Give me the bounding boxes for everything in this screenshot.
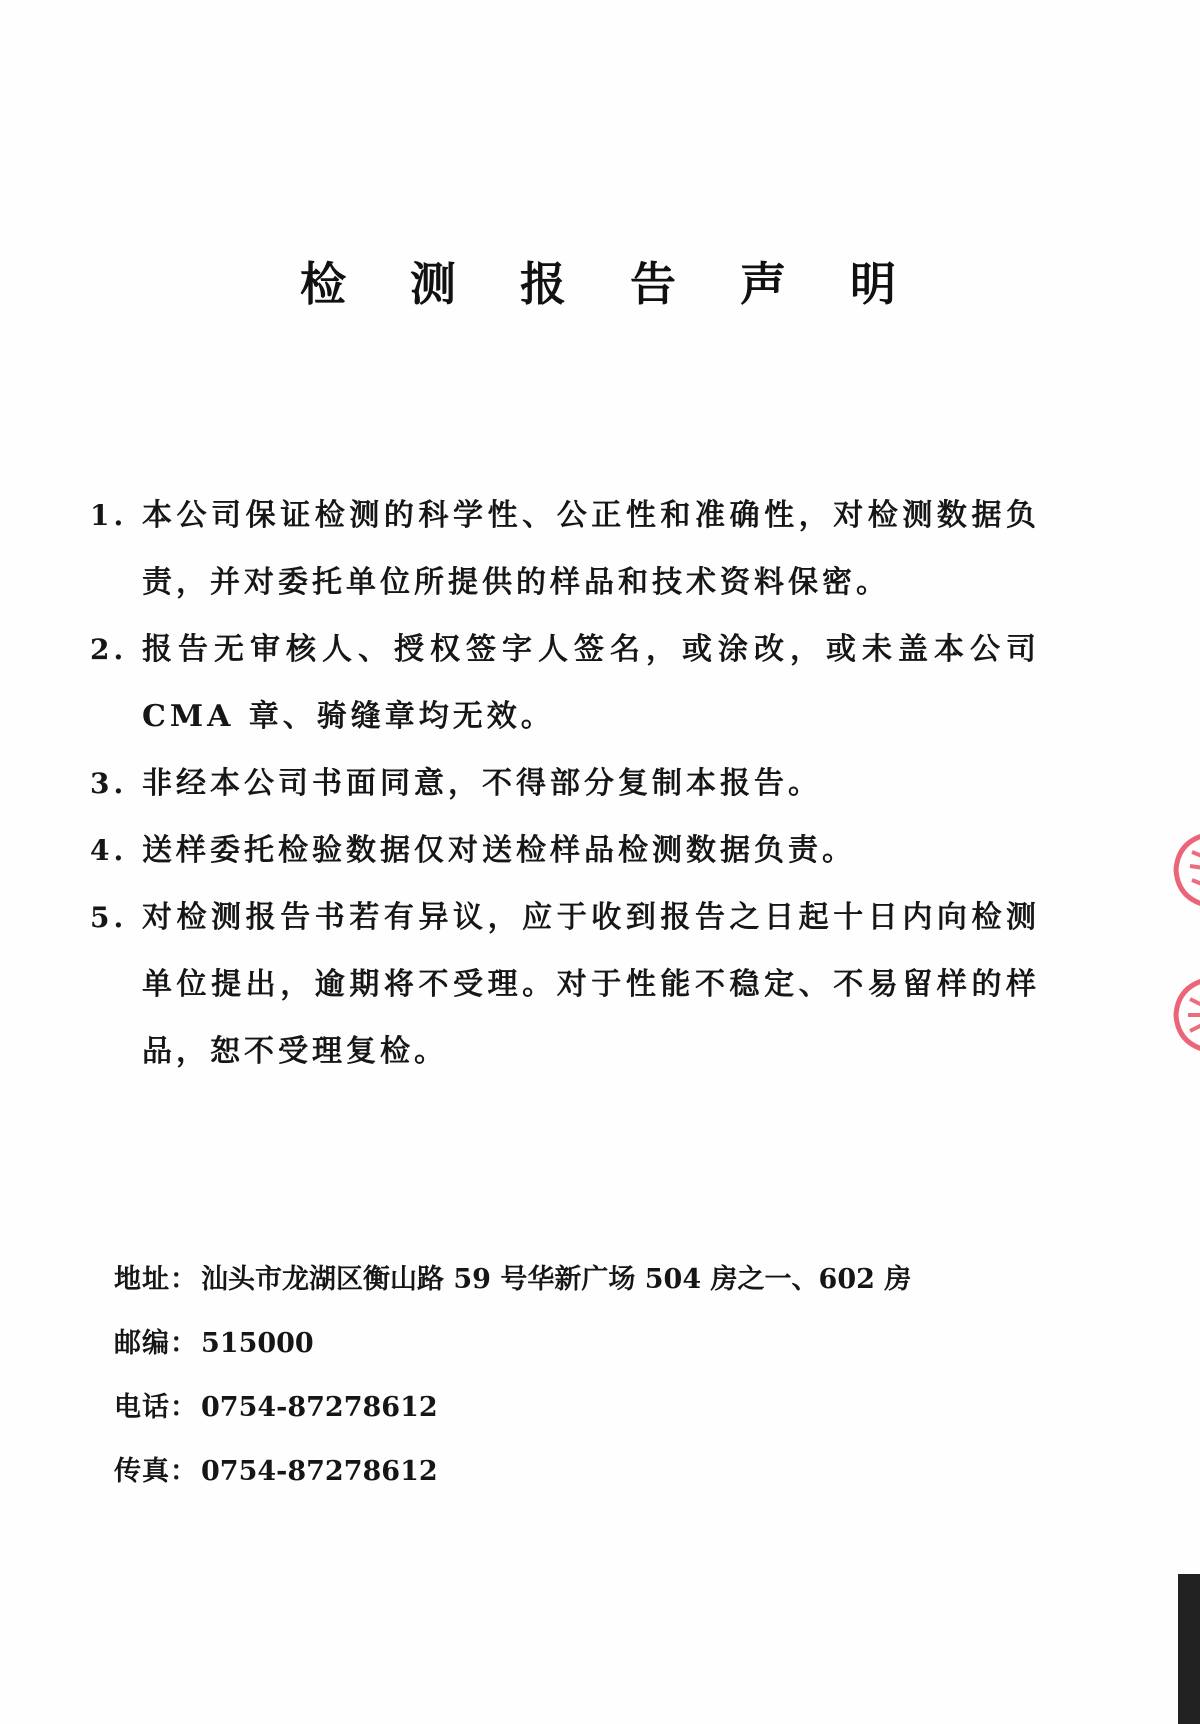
clause-item — [90, 750, 1040, 817]
phone-value: 0754-87278612 — [201, 1392, 438, 1423]
clause-text: 对检测报告书若有异议，应于收到报告之日起十日内向检测单位提出，逾期将不受理。对于性能不稳定、不易留样的样品，恕不受理复检。 — [142, 900, 1040, 1069]
clause-number: 2. — [90, 633, 128, 666]
clause-text: 送样委托检验数据仅对送检样品检测数据负责。 — [142, 833, 856, 868]
label-separator: ： — [170, 1264, 197, 1295]
binding-edge — [1178, 1574, 1200, 1724]
fax-row — [114, 1440, 1064, 1504]
address-row — [114, 1248, 1064, 1312]
clause-item — [90, 616, 1040, 750]
label-separator: ： — [170, 1328, 197, 1359]
address-value: 汕头市龙湖区衡山路 59 号华新广场 504 房之一、602 房 — [201, 1264, 912, 1295]
clause-number: 1. — [90, 499, 128, 532]
contact-info — [114, 1248, 1064, 1504]
red-seal-fragment-icon — [1170, 830, 1200, 910]
clause-item — [90, 482, 1040, 616]
phone-row — [114, 1376, 1064, 1440]
clause-number: 5. — [90, 901, 128, 934]
clause-number: 3. — [90, 767, 128, 800]
clause-text: 非经本公司书面同意，不得部分复制本报告。 — [142, 766, 822, 801]
label-separator: ： — [170, 1392, 197, 1423]
phone-label: 电话 — [114, 1392, 170, 1423]
declaration-clauses — [90, 482, 1040, 1085]
label-separator: ： — [170, 1456, 197, 1487]
clause-text: 本公司保证检测的科学性、公正性和准确性，对检测数据负责，并对委托单位所提供的样品和技术资料保密。 — [142, 498, 1040, 600]
clause-number: 4. — [90, 834, 128, 867]
postcode-label: 邮编 — [114, 1328, 170, 1359]
clause-item — [90, 884, 1040, 1085]
postcode-value: 515000 — [201, 1328, 314, 1359]
page-title: 检 测 报 告 声 明 — [299, 257, 921, 311]
fax-label: 传真 — [114, 1456, 170, 1487]
postcode-row — [114, 1312, 1064, 1376]
fax-value: 0754-87278612 — [201, 1456, 438, 1487]
clause-item — [90, 817, 1040, 884]
red-seal-fragment-icon — [1170, 975, 1200, 1055]
clause-text: 报告无审核人、授权签字人签名，或涂改，或未盖本公司 CMA 章、骑缝章均无效。 — [142, 632, 1040, 734]
address-label: 地址 — [114, 1264, 170, 1295]
